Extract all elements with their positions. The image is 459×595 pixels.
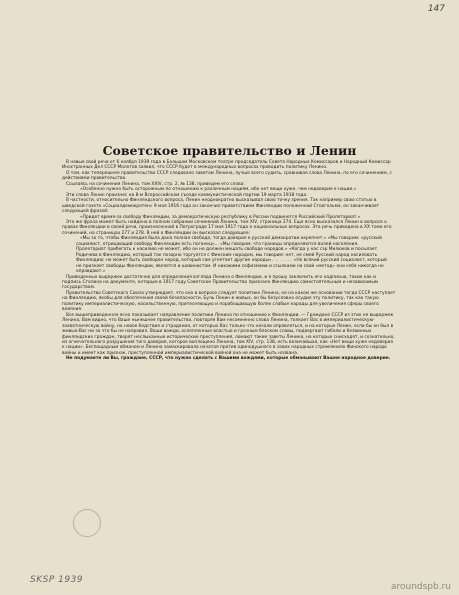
quotation: «Придет время-за свободу Финляндии, за демократическую республику в России подвинется Российский Пролетариат.» bbox=[80, 214, 361, 220]
site-watermark: aroundspb.ru bbox=[390, 582, 451, 592]
paragraph: Ссылаясь на сочинения Ленина, том XXIV, стр. 2, № 138, приведем его слова: bbox=[66, 181, 245, 187]
paragraph: Эти слова Ленин произнес на 8-м Всероссийском съезде коммунистической партии 19 марта 1918 года. bbox=[66, 192, 308, 198]
quotation: «Мы за то, чтобы Финляндия была дана полная свобода, тогда доверие к русской демократии окрепнет.» «Мы говорим: «русский социалист, отрицающий свободу Финляндии есть поганец»... «Мы говорим, что границы определяются волей населения. Пролетариат прибегать к насилию не может, ибо он не должен мешать свободе народов.» «Когда у нас сэр Милюков и посылает Родичева в Финляндию, который так позорно торгуется с Финским народом, мы говорим: нет, не смей Русский народ насиловать Финляндию: не может быть свободен народ, который сам угнетает другие народы». . . . . . . . «Но всякий русский социалист, который не признает свободы Финляндии, является и шовинистом. И никакими софизмами и ссылками на свой «метод» они себя никогда не оправдают.» bbox=[76, 236, 387, 275]
paragraph: В частности, относительно Финляндского вопроса, Ленин неоднократно высказывал свою точку зрения. Так например свою статью в шведской газете «Социалдемократен» 9 мая 1916 года он закончил приветствием Финляндии положенной Стокгольма, он заканчивает следующей фразой: bbox=[62, 198, 380, 215]
paragraph: Правительство Советского Союза утверждает, что оно в вопросе следует политике Ленина, но на каком же основании тогда СССР наступает на Финляндию, якобы для обеспечения своей безопасности. Буль Ленин в живых, он бы безусловно осудил эту политику, так как такую политику империалистическую, насильственную, притесняющую и порабощающую более слабые народы для увеличения сферы своего влияния. bbox=[62, 290, 396, 313]
document-title: Советское правительство и Ленин bbox=[102, 143, 357, 158]
archive-mark: SKSP 1939 bbox=[30, 575, 84, 585]
paragraph: В новые свой речи от 6 ноября 1939 года в Большом Московском театре председатель Совета Народных Комиссаров и Народный Комиссар Иностранных Дел СССР Молотов заявил, что СССР будет в международных вопросах проводить политику Ленина. bbox=[62, 160, 391, 171]
paragraph: Эта же фраза может быть найдена в полном собрании сочинений Ленина, том XIV, страница 274. Еще ясно высказался Ленин в вопросе о правах Финляндии в своей речи, произнесенной в Петрограде 17 мая 1917 года о национальных вопросах. Эта речь приведена в XX томе его сочинений, на страницах 277 и 278. В ней о Финляндии он высказал следующее: bbox=[62, 219, 392, 236]
paragraph: Все вышеприведенное ясно показывает направление политики Ленина по отношению к Финляндии. — Граждане СССР из этих не выдержек Ленина, Вам видно, что Ваше нынешнее правительство, повторяя Вам несомненно слова Ленина, толкает Вас в империалистическую-захватническую войну, на новое бедствие и страдания, от которых Вас только что начали оправляться, и на которые Ленин, если бы он был в живых-Вас ни за что бы не направил. Ваши вожди, ослепленные властью и грозным блеском славы, подвергают гибели и безвинных финляндских граждан, творят неслыханные исторические преступления, ломают такие заветы Ленина, на которые снисходят, и сознательно, из огнечательного разрушения того доверия, которое воплощено Ленина, том XIV, стр. 138, есть величайшая, как «Нет вещи хуже недоверия к нации». Беспощадным обманом и Ленина замаскировала начатая против одинодушного в своих народных стремлениях Финского народа войны и имеет как признак, преступленной империалистической войной она не может быть названа. bbox=[62, 312, 395, 356]
quotation: «Особенно нужно быть осторожным по отношению к различным нациям, ибо нет вещи хуже, чем недоверие к нации.» bbox=[80, 187, 357, 193]
paragraph: Не подумаете ли Вы, граждане, СССР, что нужно сделать с Вашими вождями, которые обманывают Вашне народное доверие. bbox=[66, 356, 391, 362]
paragraph: О том, как теперешнее правительство СССР следовало заветам Ленина, лучше всего судить, сравнивая слова Ленина, по его сочинениям, с действиями правительства. bbox=[62, 170, 392, 182]
archive-stamp-icon bbox=[73, 509, 101, 537]
paragraph: Приведенных выдержек достаточно для определения взгляда Ленина о Финляндии, и я прошу заключить его надписью, такие как и подпись Сталина на документе, которым в 1917 году Советское Правительство признало Финляндию самостоятельным и независимым государством. bbox=[62, 274, 379, 291]
page-number: 147 bbox=[427, 4, 445, 14]
document-body bbox=[62, 160, 396, 362]
